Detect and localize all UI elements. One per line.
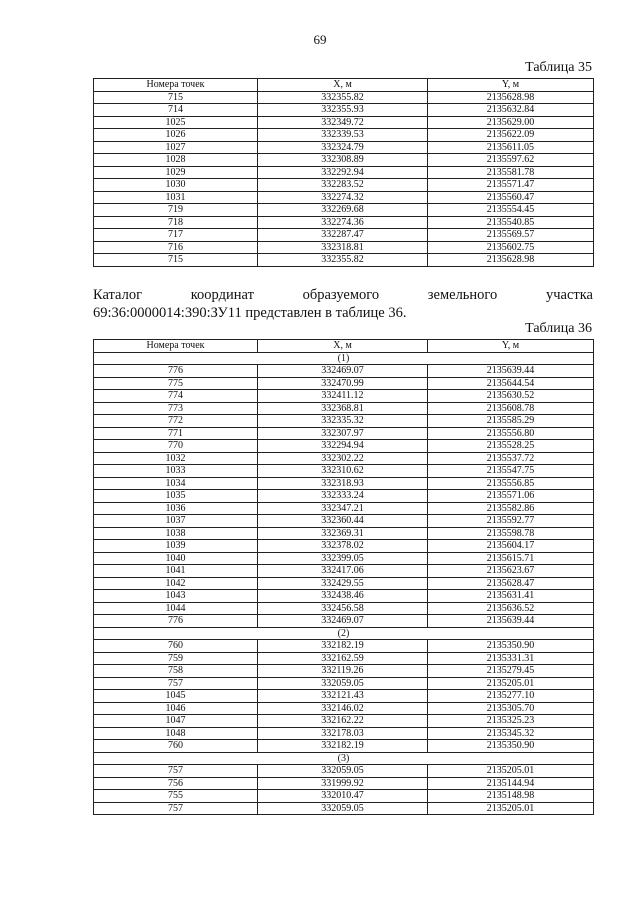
column-header-x: X, м — [258, 340, 428, 353]
x-coordinate-cell: 332429.55 — [258, 577, 428, 590]
point-number-cell: 760 — [94, 740, 258, 753]
table-row — [94, 527, 594, 540]
y-coordinate-cell: 2135350.90 — [428, 640, 594, 653]
x-coordinate-cell: 332274.36 — [258, 216, 428, 229]
y-coordinate-cell: 2135622.09 — [428, 129, 594, 142]
x-coordinate-cell: 332119.26 — [258, 665, 428, 678]
point-number-cell: 1039 — [94, 540, 258, 553]
table-35-caption: Таблица 35 — [525, 60, 592, 75]
table-row — [94, 204, 594, 217]
x-coordinate-cell: 332162.59 — [258, 652, 428, 665]
y-coordinate-cell: 2135628.47 — [428, 577, 594, 590]
point-number-cell: 1032 — [94, 452, 258, 465]
table-header-row — [94, 340, 594, 353]
point-number-cell: 1042 — [94, 577, 258, 590]
x-coordinate-cell: 332283.52 — [258, 179, 428, 192]
table-row — [94, 515, 594, 528]
table-row — [94, 191, 594, 204]
x-coordinate-cell: 331999.92 — [258, 777, 428, 790]
x-coordinate-cell: 332417.06 — [258, 565, 428, 578]
point-number-cell: 1045 — [94, 690, 258, 703]
table-row — [94, 216, 594, 229]
y-coordinate-cell: 2135560.47 — [428, 191, 594, 204]
x-coordinate-cell: 332059.05 — [258, 802, 428, 815]
y-coordinate-cell: 2135598.78 — [428, 527, 594, 540]
point-number-cell: 1047 — [94, 715, 258, 728]
x-coordinate-cell: 332360.44 — [258, 515, 428, 528]
table-row — [94, 602, 594, 615]
y-coordinate-cell: 2135632.84 — [428, 104, 594, 117]
x-coordinate-cell: 332355.82 — [258, 254, 428, 267]
section-label: (2) — [94, 627, 594, 640]
table-row — [94, 229, 594, 242]
table-row — [94, 702, 594, 715]
x-coordinate-cell: 332469.07 — [258, 615, 428, 628]
table-row — [94, 665, 594, 678]
point-number-cell: 771 — [94, 427, 258, 440]
x-coordinate-cell: 332146.02 — [258, 702, 428, 715]
y-coordinate-cell: 2135305.70 — [428, 702, 594, 715]
y-coordinate-cell: 2135628.98 — [428, 254, 594, 267]
x-coordinate-cell: 332178.03 — [258, 727, 428, 740]
x-coordinate-cell: 332318.93 — [258, 477, 428, 490]
x-coordinate-cell: 332333.24 — [258, 490, 428, 503]
point-number-cell: 758 — [94, 665, 258, 678]
point-number-cell: 719 — [94, 204, 258, 217]
point-number-cell: 770 — [94, 440, 258, 453]
table-row — [94, 802, 594, 815]
point-number-cell: 776 — [94, 615, 258, 628]
y-coordinate-cell: 2135569.57 — [428, 229, 594, 242]
point-number-cell: 1035 — [94, 490, 258, 503]
y-coordinate-cell: 2135581.78 — [428, 166, 594, 179]
table-row — [94, 540, 594, 553]
y-coordinate-cell: 2135537.72 — [428, 452, 594, 465]
section-label: (1) — [94, 352, 594, 365]
table-row — [94, 241, 594, 254]
x-coordinate-cell: 332292.94 — [258, 166, 428, 179]
table-row — [94, 465, 594, 478]
column-header-points: Номера точек — [94, 79, 258, 92]
table-row — [94, 390, 594, 403]
y-coordinate-cell: 2135629.00 — [428, 116, 594, 129]
column-header-x: X, м — [258, 79, 428, 92]
x-coordinate-cell: 332368.81 — [258, 402, 428, 415]
table-row — [94, 365, 594, 378]
y-coordinate-cell: 2135205.01 — [428, 677, 594, 690]
x-coordinate-cell: 332355.93 — [258, 104, 428, 117]
table-row — [94, 740, 594, 753]
x-coordinate-cell: 332339.53 — [258, 129, 428, 142]
table-row — [94, 427, 594, 440]
y-coordinate-cell: 2135279.45 — [428, 665, 594, 678]
paragraph-word: земельного — [427, 287, 498, 303]
table-row — [94, 452, 594, 465]
x-coordinate-cell: 332355.82 — [258, 91, 428, 104]
point-number-cell: 718 — [94, 216, 258, 229]
y-coordinate-cell: 2135554.45 — [428, 204, 594, 217]
y-coordinate-cell: 2135636.52 — [428, 602, 594, 615]
table-row — [94, 116, 594, 129]
section-label-row — [94, 352, 594, 365]
point-number-cell: 772 — [94, 415, 258, 428]
x-coordinate-cell: 332307.97 — [258, 427, 428, 440]
y-coordinate-cell: 2135585.29 — [428, 415, 594, 428]
x-coordinate-cell: 332162.22 — [258, 715, 428, 728]
y-coordinate-cell: 2135556.80 — [428, 427, 594, 440]
column-header-y: Y, м — [428, 79, 594, 92]
x-coordinate-cell: 332378.02 — [258, 540, 428, 553]
point-number-cell: 1026 — [94, 129, 258, 142]
paragraph-line-2: 69:36:0000014:390:ЗУ11 представлен в таблице 36. — [93, 305, 407, 321]
x-coordinate-cell: 332274.32 — [258, 191, 428, 204]
point-number-cell: 717 — [94, 229, 258, 242]
section-label-row — [94, 752, 594, 765]
x-coordinate-cell: 332059.05 — [258, 765, 428, 778]
table-row — [94, 715, 594, 728]
table-row — [94, 490, 594, 503]
y-coordinate-cell: 2135571.47 — [428, 179, 594, 192]
y-coordinate-cell: 2135144.94 — [428, 777, 594, 790]
table-row — [94, 141, 594, 154]
x-coordinate-cell: 332438.46 — [258, 590, 428, 603]
table-header-row — [94, 79, 594, 92]
table-row — [94, 477, 594, 490]
point-number-cell: 755 — [94, 790, 258, 803]
x-coordinate-cell: 332456.58 — [258, 602, 428, 615]
point-number-cell: 1031 — [94, 191, 258, 204]
x-coordinate-cell: 332411.12 — [258, 390, 428, 403]
y-coordinate-cell: 2135623.67 — [428, 565, 594, 578]
point-number-cell: 775 — [94, 377, 258, 390]
table-row — [94, 166, 594, 179]
y-coordinate-cell: 2135615.71 — [428, 552, 594, 565]
table-row — [94, 402, 594, 415]
y-coordinate-cell: 2135350.90 — [428, 740, 594, 753]
point-number-cell: 1025 — [94, 116, 258, 129]
x-coordinate-cell: 332469.07 — [258, 365, 428, 378]
y-coordinate-cell: 2135571.06 — [428, 490, 594, 503]
x-coordinate-cell: 332310.62 — [258, 465, 428, 478]
table-row — [94, 377, 594, 390]
table-row — [94, 777, 594, 790]
x-coordinate-cell: 332318.81 — [258, 241, 428, 254]
table-row — [94, 154, 594, 167]
table-row — [94, 765, 594, 778]
y-coordinate-cell: 2135582.86 — [428, 502, 594, 515]
point-number-cell: 774 — [94, 390, 258, 403]
y-coordinate-cell: 2135639.44 — [428, 365, 594, 378]
table-row — [94, 677, 594, 690]
x-coordinate-cell: 332470.99 — [258, 377, 428, 390]
point-number-cell: 757 — [94, 765, 258, 778]
y-coordinate-cell: 2135592.77 — [428, 515, 594, 528]
point-number-cell: 1040 — [94, 552, 258, 565]
y-coordinate-cell: 2135325.23 — [428, 715, 594, 728]
point-number-cell: 1037 — [94, 515, 258, 528]
point-number-cell: 1044 — [94, 602, 258, 615]
y-coordinate-cell: 2135331.31 — [428, 652, 594, 665]
point-number-cell: 1034 — [94, 477, 258, 490]
table-row — [94, 91, 594, 104]
x-coordinate-cell: 332369.31 — [258, 527, 428, 540]
table-row — [94, 577, 594, 590]
y-coordinate-cell: 2135556.85 — [428, 477, 594, 490]
table-row — [94, 690, 594, 703]
point-number-cell: 760 — [94, 640, 258, 653]
point-number-cell: 757 — [94, 802, 258, 815]
point-number-cell: 1027 — [94, 141, 258, 154]
x-coordinate-cell: 332182.19 — [258, 640, 428, 653]
table-row — [94, 640, 594, 653]
x-coordinate-cell: 332287.47 — [258, 229, 428, 242]
paragraph-word: участка — [545, 287, 593, 303]
table-35 — [93, 78, 594, 267]
table-row — [94, 590, 594, 603]
y-coordinate-cell: 2135547.75 — [428, 465, 594, 478]
point-number-cell: 776 — [94, 365, 258, 378]
point-number-cell: 756 — [94, 777, 258, 790]
page-number: 69 — [313, 32, 327, 47]
y-coordinate-cell: 2135639.44 — [428, 615, 594, 628]
y-coordinate-cell: 2135644.54 — [428, 377, 594, 390]
y-coordinate-cell: 2135630.52 — [428, 390, 594, 403]
point-number-cell: 1033 — [94, 465, 258, 478]
point-number-cell: 1048 — [94, 727, 258, 740]
y-coordinate-cell: 2135597.62 — [428, 154, 594, 167]
y-coordinate-cell: 2135528.25 — [428, 440, 594, 453]
point-number-cell: 1029 — [94, 166, 258, 179]
table-row — [94, 552, 594, 565]
point-number-cell: 1043 — [94, 590, 258, 603]
point-number-cell: 1030 — [94, 179, 258, 192]
point-number-cell: 1036 — [94, 502, 258, 515]
y-coordinate-cell: 2135540.85 — [428, 216, 594, 229]
y-coordinate-cell: 2135277.10 — [428, 690, 594, 703]
paragraph-word: координат — [190, 287, 254, 303]
table-row — [94, 790, 594, 803]
point-number-cell: 1041 — [94, 565, 258, 578]
table-row — [94, 104, 594, 117]
y-coordinate-cell: 2135205.01 — [428, 802, 594, 815]
y-coordinate-cell: 2135628.98 — [428, 91, 594, 104]
point-number-cell: 715 — [94, 91, 258, 104]
x-coordinate-cell: 332349.72 — [258, 116, 428, 129]
paragraph-word: Каталог — [93, 287, 143, 303]
point-number-cell: 759 — [94, 652, 258, 665]
point-number-cell: 715 — [94, 254, 258, 267]
x-coordinate-cell: 332302.22 — [258, 452, 428, 465]
y-coordinate-cell: 2135611.05 — [428, 141, 594, 154]
x-coordinate-cell: 332399.05 — [258, 552, 428, 565]
point-number-cell: 1046 — [94, 702, 258, 715]
x-coordinate-cell: 332010.47 — [258, 790, 428, 803]
table-row — [94, 727, 594, 740]
x-coordinate-cell: 332335.32 — [258, 415, 428, 428]
table-row — [94, 254, 594, 267]
y-coordinate-cell: 2135608.78 — [428, 402, 594, 415]
section-label: (3) — [94, 752, 594, 765]
y-coordinate-cell: 2135604.17 — [428, 540, 594, 553]
table-row — [94, 129, 594, 142]
y-coordinate-cell: 2135345.32 — [428, 727, 594, 740]
point-number-cell: 1038 — [94, 527, 258, 540]
x-coordinate-cell: 332294.94 — [258, 440, 428, 453]
x-coordinate-cell: 332269.68 — [258, 204, 428, 217]
catalog-paragraph — [93, 286, 593, 322]
section-label-row — [94, 627, 594, 640]
x-coordinate-cell: 332324.79 — [258, 141, 428, 154]
point-number-cell: 757 — [94, 677, 258, 690]
y-coordinate-cell: 2135631.41 — [428, 590, 594, 603]
y-coordinate-cell: 2135205.01 — [428, 765, 594, 778]
paragraph-word: образуемого — [302, 287, 380, 303]
table-36 — [93, 339, 594, 815]
point-number-cell: 716 — [94, 241, 258, 254]
table-row — [94, 565, 594, 578]
x-coordinate-cell: 332308.89 — [258, 154, 428, 167]
point-number-cell: 1028 — [94, 154, 258, 167]
table-36-caption: Таблица 36 — [525, 321, 592, 336]
x-coordinate-cell: 332059.05 — [258, 677, 428, 690]
point-number-cell: 714 — [94, 104, 258, 117]
table-row — [94, 415, 594, 428]
table-row — [94, 440, 594, 453]
x-coordinate-cell: 332347.21 — [258, 502, 428, 515]
point-number-cell: 773 — [94, 402, 258, 415]
x-coordinate-cell: 332182.19 — [258, 740, 428, 753]
table-row — [94, 179, 594, 192]
y-coordinate-cell: 2135602.75 — [428, 241, 594, 254]
x-coordinate-cell: 332121.43 — [258, 690, 428, 703]
column-header-points: Номера точек — [94, 340, 258, 353]
column-header-y: Y, м — [428, 340, 594, 353]
table-row — [94, 615, 594, 628]
table-row — [94, 652, 594, 665]
y-coordinate-cell: 2135148.98 — [428, 790, 594, 803]
table-row — [94, 502, 594, 515]
